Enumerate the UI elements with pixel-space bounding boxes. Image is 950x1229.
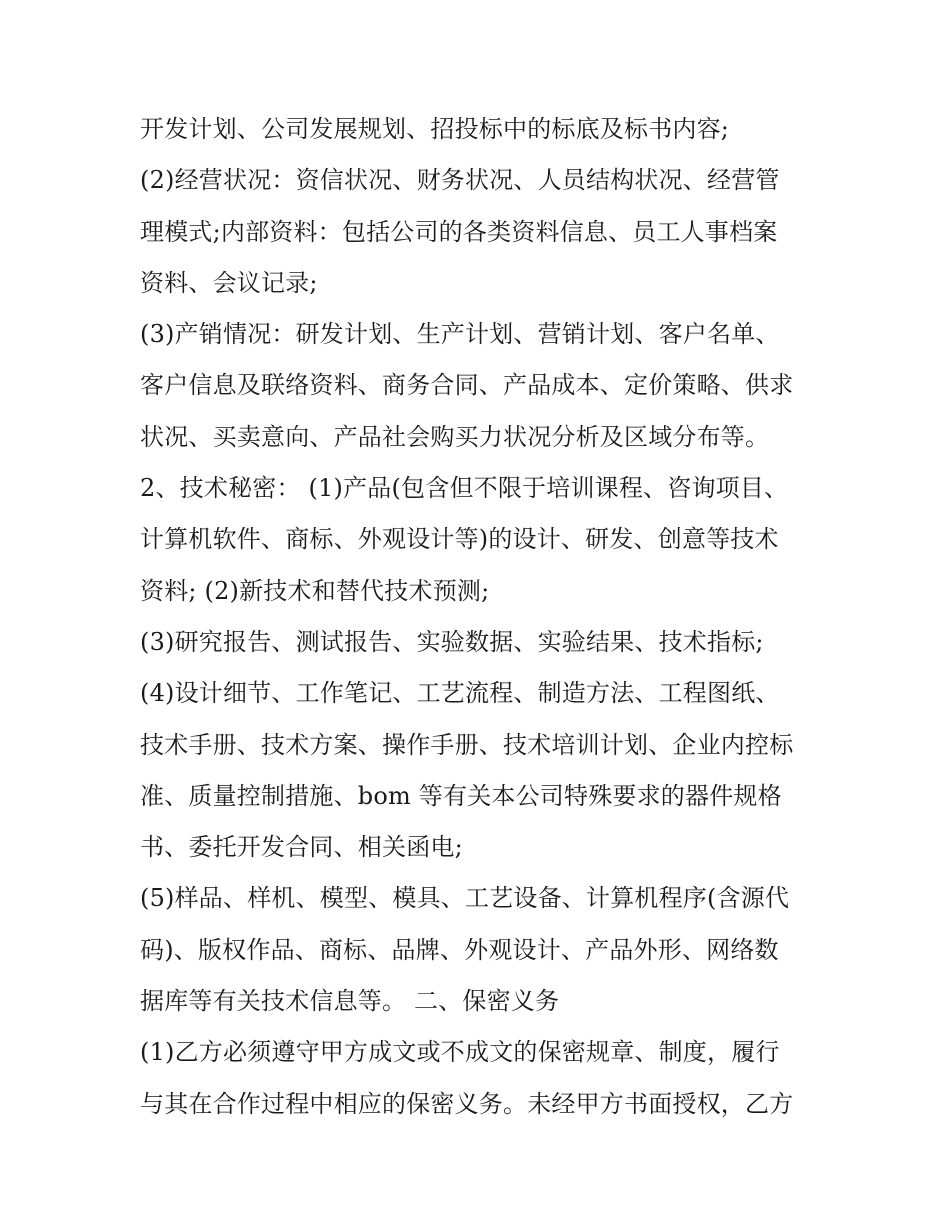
text-line: (4)设计细节、工作笔记、工艺流程、制造方法、工程图纸、 <box>140 679 780 708</box>
text-line: 码)、版权作品、商标、品牌、外观设计、产品外形、网络数 <box>140 935 779 964</box>
text-line: 准、质量控制措施、bom 等有关本公司特殊要求的器件规格 <box>140 781 782 810</box>
text-line: 客户信息及联络资料、商务合同、产品成本、定价策略、供求 <box>140 371 794 400</box>
text-line: 资料; (2)新技术和替代技术预测; <box>140 576 490 605</box>
text-line: 2、技术秘密： (1)产品(包含但不限于培训课程、咨询项目、 <box>140 474 789 503</box>
text-line: 据库等有关技术信息等。 二、保密义务 <box>140 987 560 1016</box>
text-line: 书、委托开发合同、相关函电; <box>140 833 463 862</box>
document-body <box>140 104 830 1130</box>
text-line: 资料、会议记录; <box>140 268 318 297</box>
text-line: (3)产销情况：研发计划、生产计划、营销计划、客户名单、 <box>140 320 780 349</box>
text-line: 计算机软件、商标、外观设计等)的设计、研发、创意等技术 <box>140 525 779 554</box>
text-line: 技术手册、技术方案、操作手册、技术培训计划、企业内控标 <box>140 730 794 759</box>
text-line: 开发计划、公司发展规划、招投标中的标底及标书内容; <box>140 115 730 143</box>
text-line: (2)经营状况：资信状况、财务状况、人员结构状况、经营管 <box>140 166 780 195</box>
text-line: 状况、买卖意向、产品社会购买力状况分析及区域分布等。 <box>140 422 770 451</box>
text-line: (3)研究报告、测试报告、实验数据、实验结果、技术指标; <box>140 627 764 656</box>
text-line: 与其在合作过程中相应的保密义务。未经甲方书面授权，乙方 <box>140 1089 794 1118</box>
text-line: (1)乙方必须遵守甲方成文或不成文的保密规章、制度，履行 <box>140 1038 780 1067</box>
text-line: 理模式;内部资料：包括公司的各类资料信息、员工人事档案 <box>140 217 778 246</box>
text-line: (5)样品、样机、模型、模具、工艺设备、计算机程序(含源代 <box>140 884 790 913</box>
